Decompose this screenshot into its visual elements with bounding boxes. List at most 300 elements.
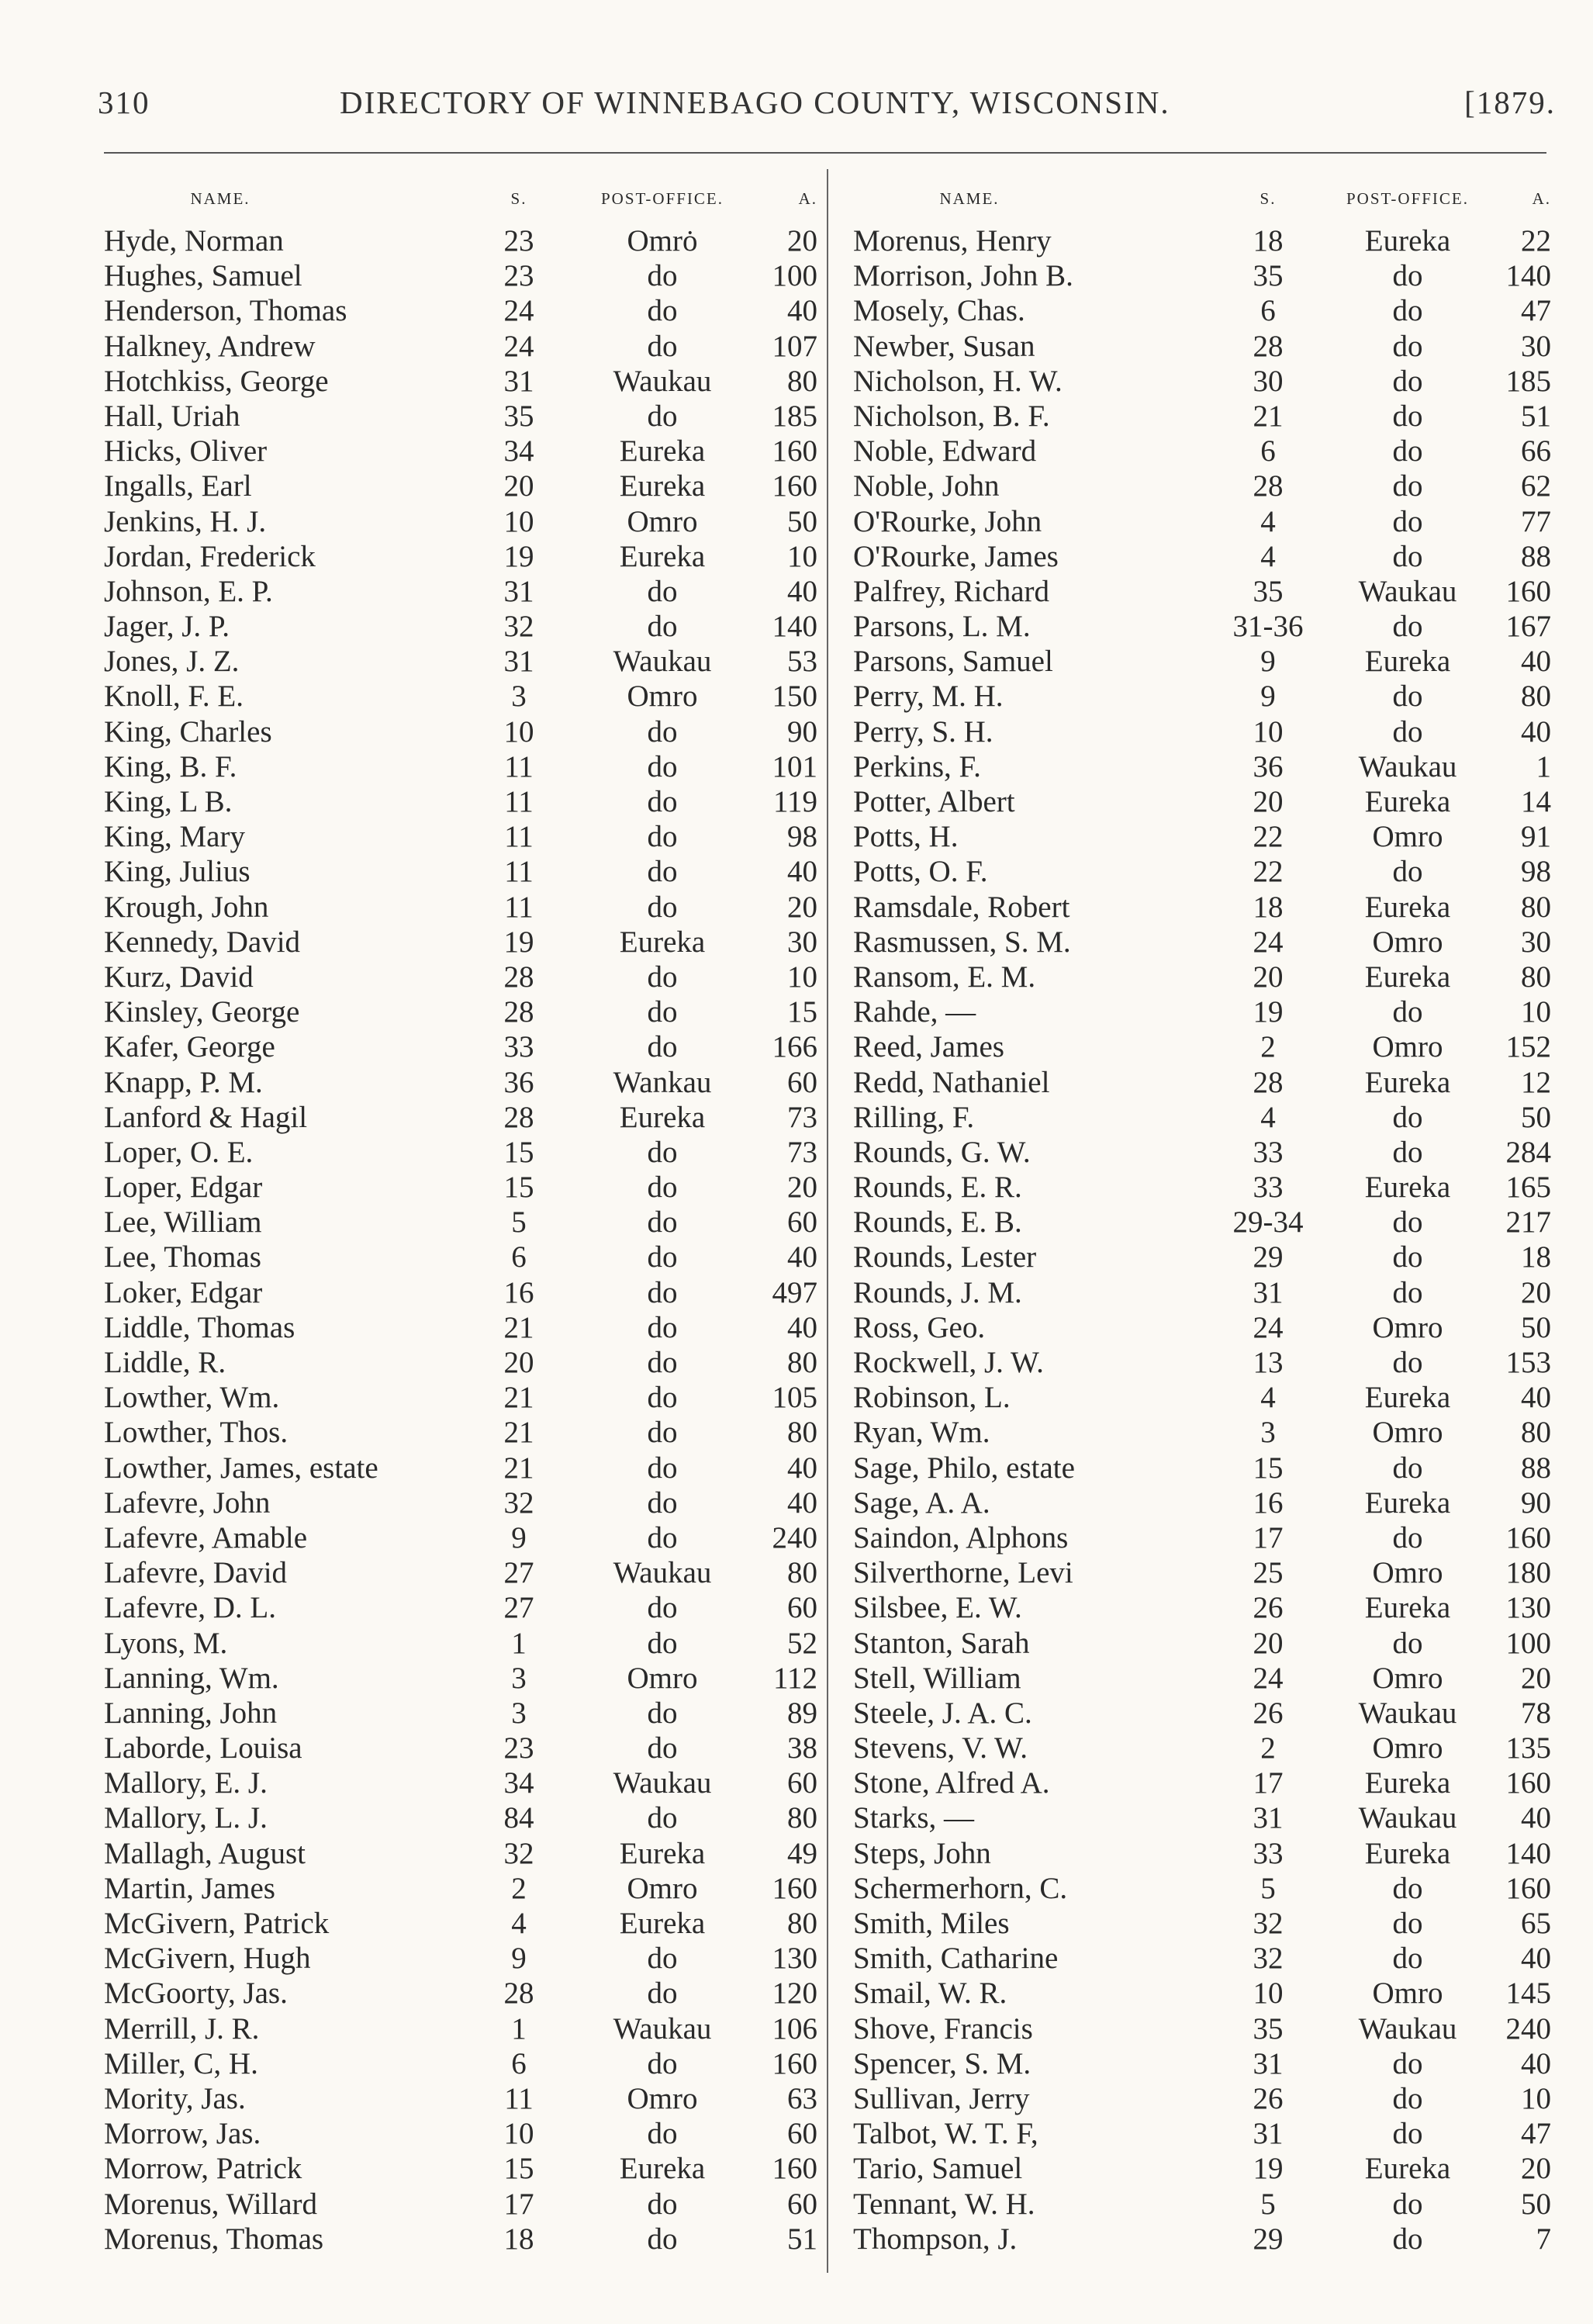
acres: 40 xyxy=(1521,2046,1551,2080)
directory-row xyxy=(853,960,1551,994)
directory-row xyxy=(104,1555,817,1590)
post-office: do xyxy=(647,1942,678,1976)
post-office: do xyxy=(1392,364,1423,398)
post-office: do xyxy=(1392,1871,1423,1905)
post-office: do xyxy=(1392,855,1423,889)
acres: 160 xyxy=(772,469,817,503)
resident-name: Morrow, Patrick xyxy=(104,2152,302,2186)
acres: 180 xyxy=(1505,1556,1551,1590)
resident-name: Loper, O. E. xyxy=(104,1135,254,1169)
acres: 14 xyxy=(1521,785,1551,818)
post-office: Omro xyxy=(1372,1731,1443,1765)
section-number: 26 xyxy=(1253,1696,1284,1730)
directory-row xyxy=(104,819,817,854)
acres: 160 xyxy=(772,2152,817,2186)
acres: 40 xyxy=(787,1240,817,1274)
section-number: 3 xyxy=(1260,1416,1276,1450)
resident-name: Morenus, Henry xyxy=(853,224,1052,258)
resident-name: Mority, Jas. xyxy=(104,2081,246,2115)
post-office: Eureka xyxy=(619,1100,706,1134)
section-number: 34 xyxy=(503,434,534,469)
acres: 52 xyxy=(787,1626,817,1660)
acres: 160 xyxy=(772,434,817,469)
directory-row xyxy=(853,1765,1551,1800)
post-office: do xyxy=(647,1976,678,2011)
directory-row xyxy=(853,1626,1551,1661)
directory-row xyxy=(853,1976,1551,2011)
post-office: Eureka xyxy=(1364,1485,1451,1520)
resident-name: King, B. F. xyxy=(104,749,237,783)
section-number: 24 xyxy=(1253,1661,1284,1695)
resident-name: Parsons, Samuel xyxy=(853,645,1053,679)
post-office: Eureka xyxy=(619,2152,706,2186)
directory-row xyxy=(853,819,1551,854)
resident-name: Talbot, W. T. F, xyxy=(853,2117,1038,2151)
section-number: 11 xyxy=(504,820,534,854)
acres: 88 xyxy=(1521,539,1551,573)
acres: 30 xyxy=(787,925,817,959)
acres: 50 xyxy=(1521,1310,1551,1344)
resident-name: Potts, H. xyxy=(853,820,959,854)
acres: 217 xyxy=(1505,1205,1551,1240)
post-office: Omrȯ xyxy=(627,224,698,258)
section-number: 23 xyxy=(503,259,534,293)
section-number: 29-34 xyxy=(1232,1205,1304,1240)
resident-name: Potter, Albert xyxy=(853,785,1015,818)
resident-name: Potts, O. F. xyxy=(853,855,988,889)
resident-name: Jones, J. Z. xyxy=(104,645,240,679)
resident-name: Smith, Catharine xyxy=(853,1942,1059,1976)
acres: 80 xyxy=(787,1907,817,1940)
section-number: 9 xyxy=(511,1520,527,1555)
directory-row xyxy=(853,1451,1551,1485)
acres: 100 xyxy=(1505,1626,1551,1660)
acres: 119 xyxy=(772,785,817,818)
post-office: do xyxy=(647,1030,678,1064)
directory-row xyxy=(104,223,817,258)
resident-name: Shove, Francis xyxy=(853,2011,1033,2046)
post-office: do xyxy=(1392,399,1423,433)
section-number: 32 xyxy=(1253,1907,1284,1940)
resident-name: McGivern, Hugh xyxy=(104,1942,311,1976)
resident-name: Lanning, Wm. xyxy=(104,1661,279,1695)
resident-name: Sage, A. A. xyxy=(853,1485,990,1520)
acres: 185 xyxy=(1505,364,1551,398)
post-office: Eureka xyxy=(1364,2152,1451,2186)
directory-row xyxy=(104,2222,817,2257)
section-number: 34 xyxy=(503,1766,534,1800)
post-office: Waukau xyxy=(1358,2011,1457,2046)
left-column-header xyxy=(104,185,817,213)
post-office: do xyxy=(1392,2187,1423,2221)
section-number: 35 xyxy=(1253,2011,1284,2046)
section-number: 11 xyxy=(504,749,534,783)
section-number: 23 xyxy=(503,224,534,258)
page-header xyxy=(98,84,1556,127)
directory-row xyxy=(853,1065,1551,1100)
section-number: 17 xyxy=(1253,1520,1284,1555)
section-number: 5 xyxy=(511,1205,527,1240)
post-office: do xyxy=(647,1171,678,1205)
acres: 88 xyxy=(1521,1451,1551,1485)
directory-row xyxy=(853,574,1551,609)
acres: 20 xyxy=(787,890,817,924)
post-office: Omro xyxy=(1372,1556,1443,1590)
acres: 50 xyxy=(1521,1100,1551,1134)
directory-row xyxy=(104,1170,817,1205)
directory-row xyxy=(104,994,817,1029)
acres: 91 xyxy=(1521,820,1551,854)
acres: 50 xyxy=(1521,2187,1551,2221)
acres: 78 xyxy=(1521,1696,1551,1730)
resident-name: Stone, Alfred A. xyxy=(853,1766,1050,1800)
directory-row xyxy=(853,1836,1551,1871)
acres: 65 xyxy=(1521,1907,1551,1940)
resident-name: Steps, John xyxy=(853,1836,991,1870)
acres: 160 xyxy=(1505,574,1551,608)
post-office: do xyxy=(647,1416,678,1450)
resident-name: Mallagh, August xyxy=(104,1836,306,1870)
directory-row xyxy=(853,329,1551,364)
section-number: 31 xyxy=(1253,2117,1284,2151)
section-number: 13 xyxy=(1253,1346,1284,1379)
section-number: 23 xyxy=(503,1731,534,1765)
resident-name: Perry, S. H. xyxy=(853,714,993,749)
section-number: 84 xyxy=(503,1801,534,1835)
acres: 66 xyxy=(1521,434,1551,469)
directory-row xyxy=(853,434,1551,469)
resident-name: Martin, James xyxy=(104,1871,275,1905)
post-office: do xyxy=(647,855,678,889)
post-office: do xyxy=(647,2117,678,2151)
directory-row xyxy=(104,1451,817,1485)
resident-name: King, L B. xyxy=(104,785,233,818)
acres: 80 xyxy=(787,364,817,398)
resident-name: Steele, J. A. C. xyxy=(853,1696,1032,1730)
acres: 107 xyxy=(772,329,817,363)
post-office: do xyxy=(1392,1100,1423,1134)
directory-row xyxy=(104,1520,817,1555)
section-number: 33 xyxy=(503,1030,534,1064)
post-office: do xyxy=(647,1485,678,1520)
section-number: 1 xyxy=(511,1626,527,1660)
directory-row xyxy=(104,609,817,644)
post-office: Waukau xyxy=(613,2011,712,2046)
directory-row xyxy=(853,1906,1551,1941)
section-number: 15 xyxy=(503,1171,534,1205)
directory-row xyxy=(853,1941,1551,1976)
acres-header: A. xyxy=(1532,189,1551,208)
directory-row xyxy=(853,925,1551,960)
post-office: do xyxy=(1392,1135,1423,1169)
section-number: 21 xyxy=(1253,399,1284,433)
resident-name: Noble, Edward xyxy=(853,434,1037,469)
post-office: Eureka xyxy=(1364,890,1451,924)
directory-row xyxy=(104,258,817,293)
post-office: Omro xyxy=(1372,820,1443,854)
post-office: Eureka xyxy=(619,434,706,469)
directory-row xyxy=(853,784,1551,819)
post-office: do xyxy=(647,1310,678,1344)
directory-row xyxy=(853,2011,1551,2046)
resident-name: Lee, Thomas xyxy=(104,1240,261,1274)
acres: 1 xyxy=(1536,749,1551,783)
section-number: 15 xyxy=(503,1135,534,1169)
section-number: 27 xyxy=(503,1591,534,1625)
section-number: 6 xyxy=(1260,434,1276,469)
directory-row xyxy=(853,1345,1551,1380)
section-number: 29 xyxy=(1253,1240,1284,1274)
resident-name: King, Julius xyxy=(104,855,251,889)
acres: 105 xyxy=(772,1381,817,1415)
acres: 40 xyxy=(787,1310,817,1344)
directory-row xyxy=(104,1240,817,1274)
acres: 22 xyxy=(1521,224,1551,258)
acres: 10 xyxy=(1521,995,1551,1029)
acres: 47 xyxy=(1521,2117,1551,2151)
directory-row xyxy=(104,1485,817,1520)
post-office: do xyxy=(647,259,678,293)
section-number: 28 xyxy=(1253,1065,1284,1099)
directory-row xyxy=(853,1275,1551,1310)
resident-name: Spencer, S. M. xyxy=(853,2046,1031,2080)
resident-name: Jordan, Frederick xyxy=(104,539,316,573)
directory-row xyxy=(853,1661,1551,1696)
section-number: 31-36 xyxy=(1232,610,1304,644)
directory-row xyxy=(104,714,817,749)
resident-name: Morenus, Willard xyxy=(104,2187,317,2221)
resident-name: Starks, — xyxy=(853,1801,974,1835)
post-office: Omro xyxy=(627,1661,698,1695)
section-number: 6 xyxy=(1260,294,1276,328)
acres-header: A. xyxy=(798,189,817,208)
section-number: 20 xyxy=(503,469,534,503)
resident-name: Stanton, Sarah xyxy=(853,1626,1030,1660)
left-column xyxy=(104,185,817,2257)
resident-name: King, Mary xyxy=(104,820,245,854)
resident-name: Robinson, L. xyxy=(853,1381,1011,1415)
section-number: 24 xyxy=(1253,1310,1284,1344)
resident-name: Lafevre, D. L. xyxy=(104,1591,276,1625)
section-number: 28 xyxy=(503,995,534,1029)
acres: 80 xyxy=(787,1556,817,1590)
post-office: do xyxy=(647,1591,678,1625)
directory-row xyxy=(104,854,817,889)
resident-name: Liddle, R. xyxy=(104,1346,226,1379)
acres: 106 xyxy=(772,2011,817,2046)
acres: 50 xyxy=(787,504,817,538)
section-number: 9 xyxy=(1260,645,1276,679)
directory-row xyxy=(853,1485,1551,1520)
resident-name: Reed, James xyxy=(853,1030,1004,1064)
resident-name: Thompson, J. xyxy=(853,2222,1018,2256)
acres: 10 xyxy=(787,960,817,994)
section-number: 15 xyxy=(1253,1451,1284,1485)
resident-name: Ross, Geo. xyxy=(853,1310,986,1344)
directory-row xyxy=(853,1100,1551,1135)
acres: 152 xyxy=(1505,1030,1551,1064)
section-number: 16 xyxy=(1253,1485,1284,1520)
post-office: Omro xyxy=(627,680,698,714)
post-office: do xyxy=(1392,259,1423,293)
post-office: Omro xyxy=(1372,1030,1443,1064)
directory-row xyxy=(853,714,1551,749)
acres: 160 xyxy=(1505,1871,1551,1905)
resident-name: Lowther, Thos. xyxy=(104,1416,289,1450)
directory-row xyxy=(853,1415,1551,1450)
section-number: 29 xyxy=(1253,2222,1284,2256)
resident-name: Lafevre, John xyxy=(104,1485,271,1520)
resident-name: Perry, M. H. xyxy=(853,680,1004,714)
directory-row xyxy=(853,1696,1551,1731)
directory-row xyxy=(853,1871,1551,1906)
section-number: 28 xyxy=(1253,329,1284,363)
resident-name: Newber, Susan xyxy=(853,329,1035,363)
post-office: Eureka xyxy=(1364,1171,1451,1205)
acres: 80 xyxy=(787,1801,817,1835)
directory-row xyxy=(104,1065,817,1100)
section-number: 26 xyxy=(1253,1591,1284,1625)
section-number: 9 xyxy=(1260,680,1276,714)
post-office: do xyxy=(647,329,678,363)
directory-row xyxy=(853,1205,1551,1240)
acres: 130 xyxy=(772,1942,817,1976)
directory-row xyxy=(104,890,817,925)
post-office: do xyxy=(1392,1520,1423,1555)
resident-name: Kurz, David xyxy=(104,960,254,994)
directory-row xyxy=(104,1765,817,1800)
acres: 10 xyxy=(1521,2081,1551,2115)
directory-row xyxy=(104,1836,817,1871)
directory-row xyxy=(104,1415,817,1450)
resident-name: Jager, J. P. xyxy=(104,610,230,644)
acres: 60 xyxy=(787,1591,817,1625)
post-office: do xyxy=(647,995,678,1029)
directory-row xyxy=(853,1135,1551,1170)
post-office: Omro xyxy=(1372,1976,1443,2011)
post-office: do xyxy=(647,1451,678,1485)
resident-name: Ramsdale, Robert xyxy=(853,890,1070,924)
post-office: Eureka xyxy=(619,1836,706,1870)
section-number: 36 xyxy=(1253,749,1284,783)
post-office: Eureka xyxy=(619,925,706,959)
right-column-header xyxy=(853,185,1551,213)
post-office: do xyxy=(1392,2046,1423,2080)
resident-name: Lyons, M. xyxy=(104,1626,228,1660)
post-office: do xyxy=(1392,680,1423,714)
acres: 15 xyxy=(787,995,817,1029)
post-office: do xyxy=(1392,539,1423,573)
post-office: Omro xyxy=(1372,1310,1443,1344)
directory-row xyxy=(853,644,1551,679)
post-office: do xyxy=(647,610,678,644)
acres: 98 xyxy=(1521,855,1551,889)
section-number: 18 xyxy=(1253,224,1284,258)
resident-name: Ransom, E. M. xyxy=(853,960,1036,994)
acres: 167 xyxy=(1505,610,1551,644)
resident-name: Tennant, W. H. xyxy=(853,2187,1035,2221)
resident-name: Rounds, J. M. xyxy=(853,1275,1022,1309)
acres: 284 xyxy=(1505,1135,1551,1169)
directory-row xyxy=(853,1029,1551,1064)
post-office: Wankau xyxy=(613,1065,712,1099)
post-office: do xyxy=(1392,714,1423,749)
section-number: 6 xyxy=(511,1240,527,1274)
acres: 60 xyxy=(787,2117,817,2151)
directory-row xyxy=(853,2116,1551,2151)
acres: 140 xyxy=(772,610,817,644)
acres: 150 xyxy=(772,680,817,714)
acres: 80 xyxy=(1521,1416,1551,1450)
resident-name: Hall, Uriah xyxy=(104,399,240,433)
directory-row xyxy=(104,293,817,328)
acres: 165 xyxy=(1505,1171,1551,1205)
section-number: 4 xyxy=(1260,539,1276,573)
acres: 40 xyxy=(787,574,817,608)
directory-row xyxy=(104,504,817,539)
post-office: do xyxy=(1392,1205,1423,1240)
section-number: 24 xyxy=(1253,925,1284,959)
section-number: 35 xyxy=(1253,574,1284,608)
post-office: Omro xyxy=(1372,925,1443,959)
directory-row xyxy=(853,609,1551,644)
post-office: Eureka xyxy=(1364,1065,1451,1099)
resident-name: Lafevre, David xyxy=(104,1556,288,1590)
acres: 12 xyxy=(1521,1065,1551,1099)
post-office: do xyxy=(1392,2081,1423,2115)
resident-name: Morenus, Thomas xyxy=(104,2222,324,2256)
directory-row xyxy=(104,925,817,960)
resident-name: McGoorty, Jas. xyxy=(104,1976,288,2011)
acres: 160 xyxy=(1505,1520,1551,1555)
directory-row xyxy=(853,2046,1551,2081)
post-office: do xyxy=(647,1135,678,1169)
resident-name: Morrison, John B. xyxy=(853,259,1073,293)
resident-name: Ryan, Wm. xyxy=(853,1416,990,1450)
post-office: do xyxy=(1392,329,1423,363)
section-number: 2 xyxy=(1260,1030,1276,1064)
section-header: S. xyxy=(1260,189,1277,208)
section-number: 21 xyxy=(503,1451,534,1485)
directory-row xyxy=(104,1310,817,1345)
section-number: 20 xyxy=(503,1346,534,1379)
resident-name: Lowther, Wm. xyxy=(104,1381,280,1415)
acres: 80 xyxy=(787,1346,817,1379)
directory-row xyxy=(853,539,1551,574)
directory-row xyxy=(104,329,817,364)
section-number: 5 xyxy=(1260,1871,1276,1905)
section-number: 31 xyxy=(1253,2046,1284,2080)
directory-row xyxy=(104,2151,817,2186)
directory-row xyxy=(853,1590,1551,1625)
resident-name: Hughes, Samuel xyxy=(104,259,302,293)
post-office: do xyxy=(647,890,678,924)
section-number: 27 xyxy=(503,1556,534,1590)
acres: 63 xyxy=(787,2081,817,2115)
acres: 73 xyxy=(787,1100,817,1134)
section-number: 1 xyxy=(511,2011,527,2046)
resident-name: Rahde, — xyxy=(853,995,976,1029)
acres: 90 xyxy=(1521,1485,1551,1520)
directory-row xyxy=(104,1345,817,1380)
directory-row xyxy=(104,2011,817,2046)
post-office: do xyxy=(647,820,678,854)
acres: 160 xyxy=(1505,1766,1551,1800)
resident-name: Stevens, V. W. xyxy=(853,1731,1028,1765)
post-office: Waukau xyxy=(613,1766,712,1800)
acres: 166 xyxy=(772,1030,817,1064)
section-number: 32 xyxy=(1253,1942,1284,1976)
